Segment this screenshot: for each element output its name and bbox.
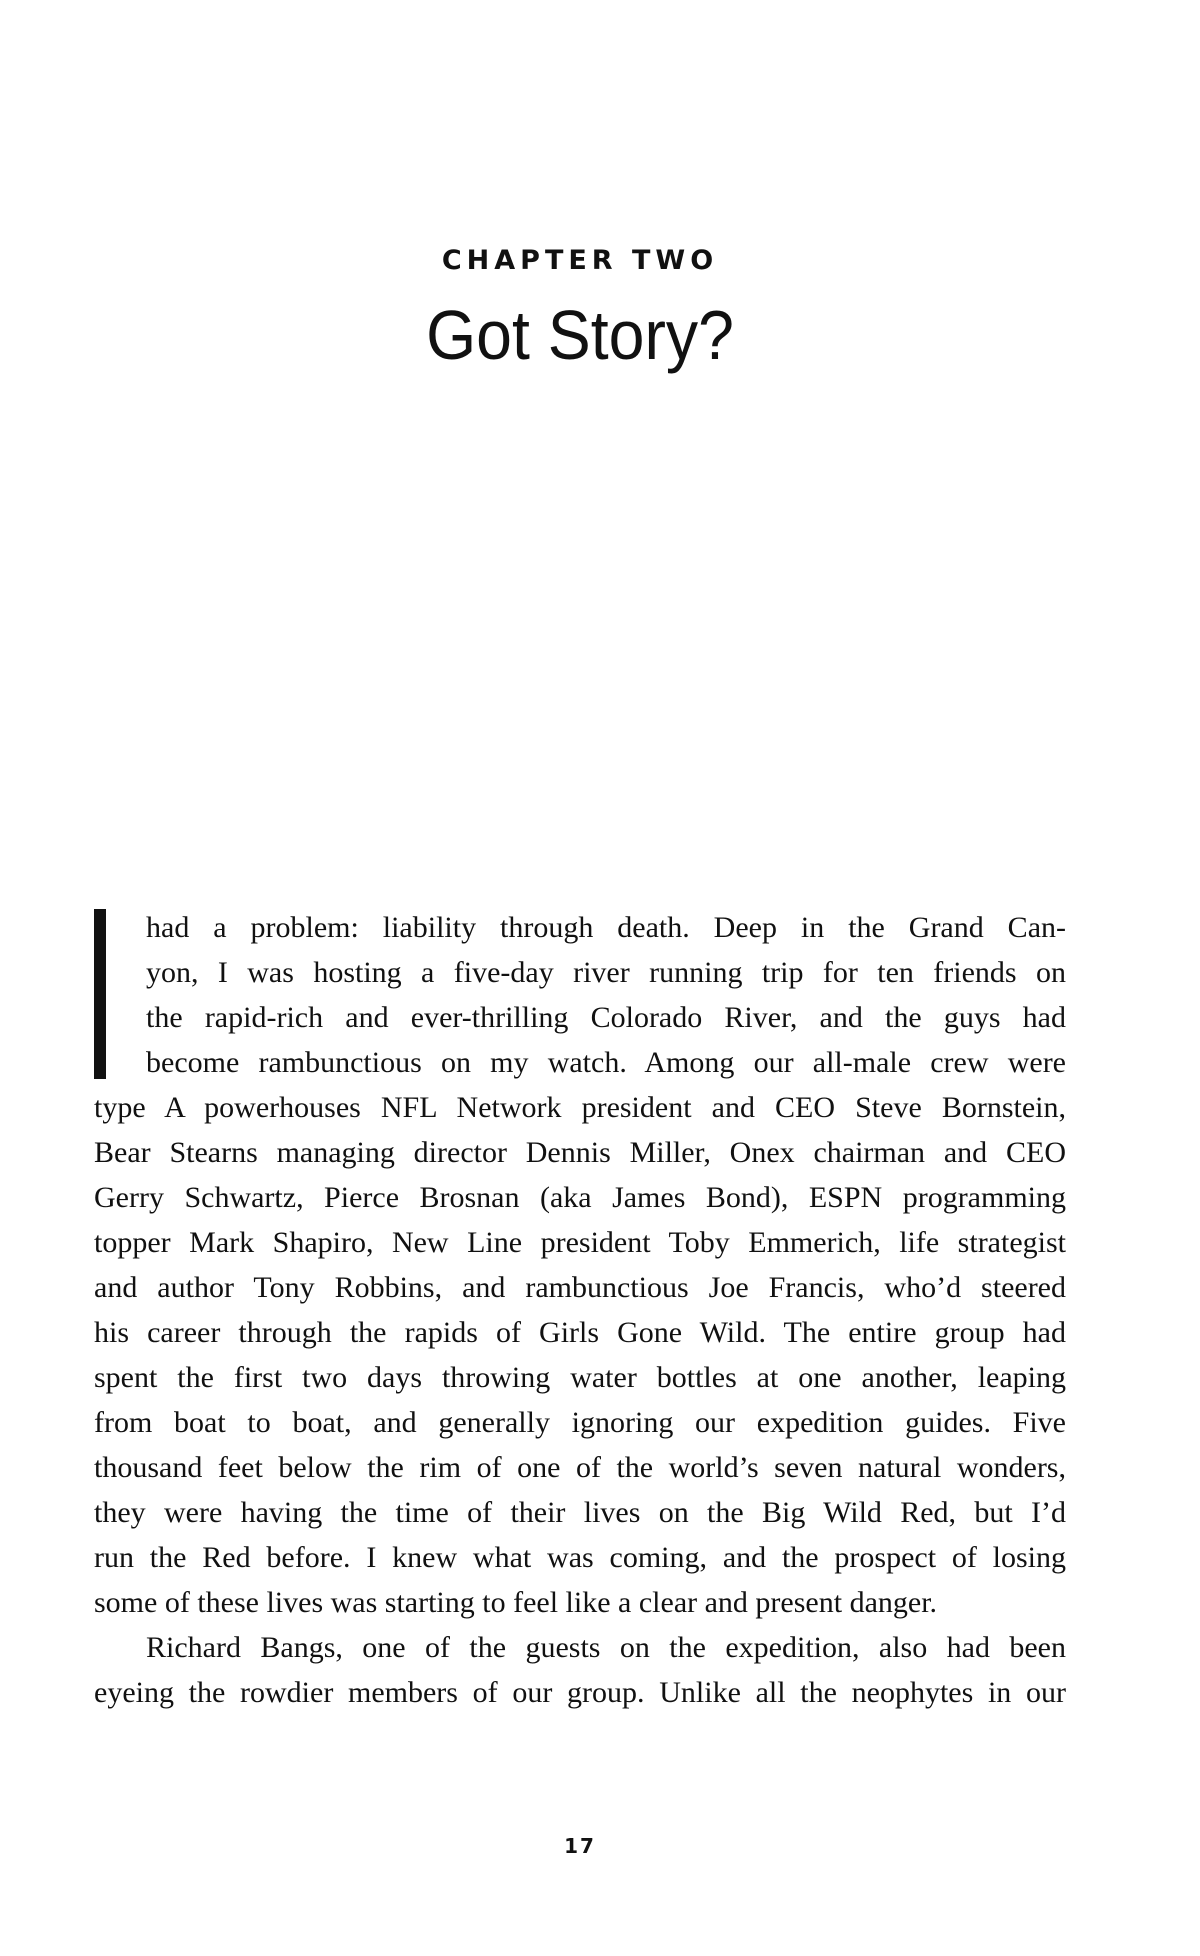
text-line: had a problem: liability through death. Deep in the Grand Can-	[146, 911, 1066, 944]
text-line: Richard Bangs, one of the guests on the expedition, also had been	[146, 1631, 1066, 1664]
chapter-label: CHAPTER TWO	[441, 245, 719, 276]
text-line: eyeing the rowdier members of our group. Unlike all the neophytes in our	[94, 1676, 1066, 1709]
chapter-title: Got Story?	[426, 296, 734, 374]
text-line: and author Tony Robbins, and rambunctious Joe Francis, who’d steered	[94, 1271, 1066, 1304]
page-number: 17	[564, 1834, 596, 1858]
text-line: topper Mark Shapiro, New Line president Toby Emmerich, life strategist	[94, 1226, 1066, 1259]
text-line: Bear Stearns managing director Dennis Miller, Onex chairman and CEO	[94, 1136, 1066, 1169]
text-line: type A powerhouses NFL Network president and CEO Steve Bornstein,	[94, 1091, 1066, 1124]
text-line: Gerry Schwartz, Pierce Brosnan (aka James Bond), ESPN programming	[94, 1181, 1066, 1214]
text-line: thousand feet below the rim of one of the world’s seven natural wonders,	[94, 1451, 1066, 1484]
text-line: his career through the rapids of Girls Gone Wild. The entire group had	[94, 1316, 1066, 1349]
text-line: run the Red before. I knew what was coming, and the prospect of losing	[94, 1541, 1066, 1574]
text-line: the rapid-rich and ever-thrilling Colorado River, and the guys had	[146, 1001, 1066, 1034]
text-line: from boat to boat, and generally ignoring our expedition guides. Five	[94, 1406, 1066, 1439]
text-line: yon, I was hosting a five-day river running trip for ten friends on	[146, 956, 1066, 989]
text-line: they were having the time of their lives on the Big Wild Red, but I’d	[94, 1496, 1066, 1529]
body-text	[94, 905, 1066, 1715]
text-line: become rambunctious on my watch. Among our all-male crew were	[146, 1046, 1066, 1079]
text-line: spent the first two days throwing water bottles at one another, leaping	[94, 1361, 1066, 1394]
text-line: some of these lives was starting to feel like a clear and present danger.	[94, 1586, 938, 1619]
